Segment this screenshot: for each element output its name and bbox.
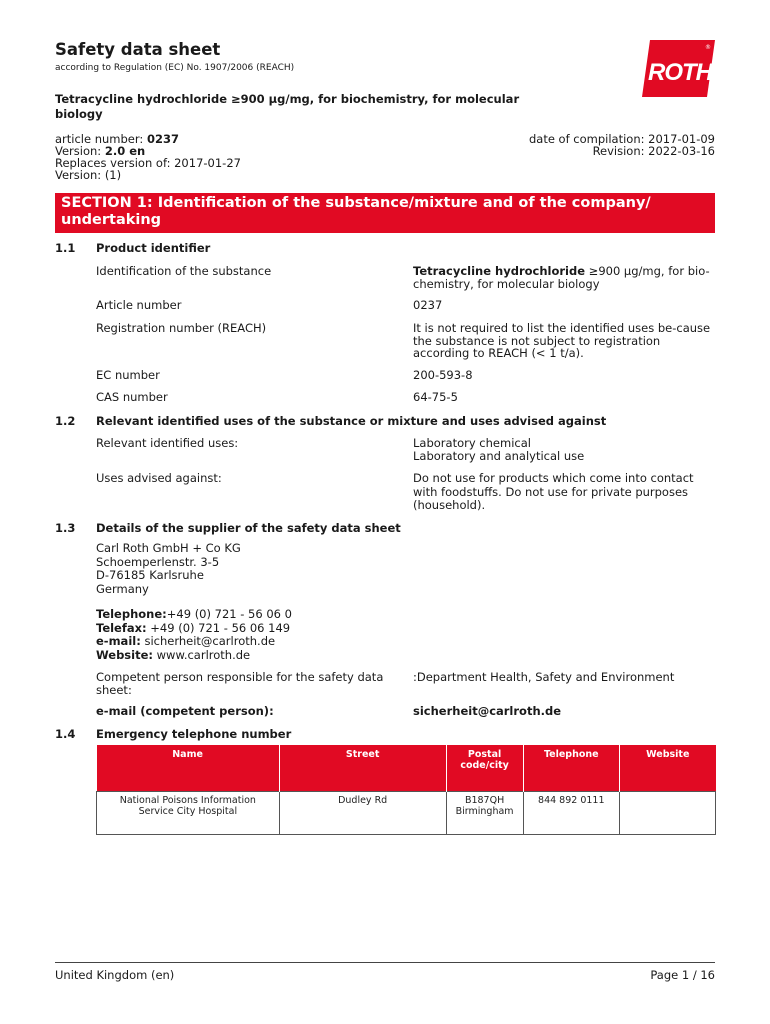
- cell-telephone: 844 892 0111: [523, 792, 619, 835]
- supplier-contacts: [96, 608, 292, 662]
- cas-number-value: 64-75-5: [413, 390, 458, 404]
- subsection-number-1-2: 1.2: [55, 414, 76, 428]
- telephone-value: +49 (0) 721 - 56 06 0: [166, 607, 292, 621]
- email-label: e-mail:: [96, 634, 141, 648]
- column-header-website: Website: [620, 745, 716, 792]
- telefax-value: +49 (0) 721 - 56 06 149: [146, 620, 291, 635]
- version-number: Version: (1): [55, 168, 122, 182]
- regulation-subtitle: according to Regulation (EC) No. 1907/2006 (REACH): [55, 63, 295, 73]
- substance-description: ≥900 µg/mg, for bio-chemistry, for molecular biology: [413, 264, 710, 291]
- ec-number-label: EC number: [96, 368, 160, 382]
- footer-divider: [55, 962, 715, 963]
- article-number-value: 0237: [146, 132, 179, 146]
- subsection-number-1-3: 1.3: [55, 521, 76, 535]
- document-meta-right: [529, 133, 715, 157]
- version-label: Version:: [55, 144, 105, 158]
- svg-text:ROTH: ROTH: [648, 59, 712, 86]
- email-link[interactable]: sicherheit@carlroth.de: [140, 634, 276, 648]
- supplier-country: Germany: [96, 581, 149, 596]
- use-laboratory-analytical: Laboratory and analytical use: [413, 448, 585, 463]
- article-number-label: article number:: [55, 132, 147, 146]
- ec-number-value: 200-593-8: [413, 368, 473, 382]
- telefax-label: Telefax:: [96, 620, 147, 635]
- version-value: 2.0 en: [104, 144, 146, 158]
- telephone-label: Telephone:: [96, 607, 167, 621]
- emergency-contacts-table: [96, 745, 716, 835]
- website-link[interactable]: www.carlroth.de: [153, 647, 251, 662]
- competent-email-value[interactable]: sicherheit@carlroth.de: [413, 704, 562, 718]
- cell-name: National Poisons Information Service City Hospital: [97, 792, 280, 835]
- relevant-uses-value: [413, 437, 718, 462]
- supplier-city: D-76185 Karlsruhe: [96, 568, 204, 582]
- supplier-street: Schoemperlenstr. 3-5: [96, 554, 220, 569]
- cell-street: Dudley Rd: [279, 792, 446, 835]
- registration-number-value: It is not required to list the identified uses be-cause the substance is not subject to registration according to REACH (< 1 t/a).: [413, 321, 711, 360]
- cas-number-label: CAS number: [96, 390, 168, 404]
- identification-value: [413, 265, 718, 290]
- svg-text:®: ®: [705, 44, 711, 51]
- competent-email-label: e-mail (competent person):: [96, 704, 274, 718]
- table-row: [97, 792, 716, 835]
- competent-person-value: :Department Health, Safety and Environment: [413, 670, 675, 684]
- section-1-heading: SECTION 1: Identification of the substance/mixture and of the company/ undertaking: [55, 193, 715, 233]
- roth-logo-graphic: [642, 40, 715, 97]
- compilation-date: date of compilation: 2017-01-09: [528, 132, 715, 146]
- replaces-version: Replaces version of: 2017-01-27: [55, 156, 241, 170]
- cell-postal: B187QH Birmingham: [446, 792, 523, 835]
- substance-name: Tetracycline hydrochloride: [413, 264, 586, 278]
- article-number-row-value: 0237: [413, 298, 443, 312]
- article-number-row-label: Article number: [96, 298, 182, 312]
- revision-date: Revision: 2022-03-16: [592, 144, 715, 158]
- column-header-name: Name: [97, 745, 280, 792]
- competent-person-label: Competent person responsible for the safety data sheet:: [96, 670, 384, 697]
- product-identifier-heading: Product identifier: [96, 241, 211, 255]
- registration-number-label: Registration number (REACH): [96, 321, 267, 335]
- column-header-street: Street: [279, 745, 446, 792]
- identified-uses-heading: Relevant identified uses of the substance or mixture and uses advised against: [96, 414, 607, 428]
- subsection-number-1-4: 1.4: [55, 727, 76, 741]
- use-laboratory-chemical: Laboratory chemical: [413, 436, 531, 450]
- supplier-company: Carl Roth GmbH + Co KG: [96, 541, 241, 555]
- column-header-postal: Postal code/city: [446, 745, 523, 792]
- subsection-number-1-1: 1.1: [55, 241, 76, 255]
- supplier-details-heading: Details of the supplier of the safety data sheet: [96, 521, 401, 535]
- roth-logo: [642, 40, 715, 97]
- column-header-telephone: Telephone: [523, 745, 619, 792]
- uses-advised-against-value: Do not use for products which come into contact with foodstuffs. Do not use for private purposes (household).: [413, 471, 694, 512]
- document-meta-left: [55, 133, 241, 181]
- document-title: Safety data sheet: [55, 40, 221, 59]
- product-title: Tetracycline hydrochloride ≥900 µg/mg, for biochemistry, for molecular biology: [55, 92, 520, 121]
- footer-page-number: Page 1 / 16: [650, 968, 715, 982]
- website-label: Website:: [96, 647, 153, 662]
- cell-website: [620, 792, 716, 835]
- supplier-address: [96, 542, 241, 596]
- footer-country-language: United Kingdom (en): [55, 968, 175, 982]
- uses-advised-against-label: Uses advised against:: [96, 471, 222, 485]
- identification-label: Identification of the substance: [96, 264, 272, 278]
- relevant-uses-label: Relevant identified uses:: [96, 436, 239, 450]
- emergency-telephone-heading: Emergency telephone number: [96, 727, 292, 741]
